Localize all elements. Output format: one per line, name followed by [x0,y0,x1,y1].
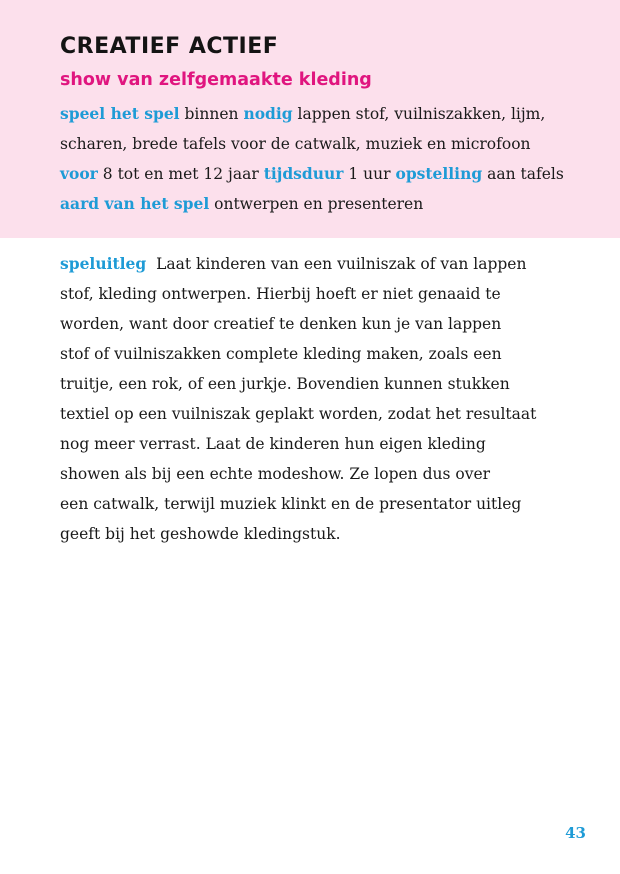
explanation-text: Laat kinderen van een vuilniszak of van lappen [146,255,527,273]
explanation-line: worden, want door creatief te denken kun je van lappen [60,315,502,333]
explanation-line [60,253,560,283]
explanation-line: textiel op een vuilniszak geplakt worden, zodat het resultaat [60,405,537,423]
page-subtitle: show van zelfgemaakte kleding [60,70,372,90]
explanation-line: een catwalk, terwijl muziek klinkt en de presentator uitleg [60,495,522,513]
value-aard-van-het-spel: ontwerpen en presenteren [209,195,424,213]
explanation-line: nog meer verrast. Laat de kinderen hun eigen kleding [60,435,486,453]
label-aard-van-het-spel: aard van het spel [60,194,210,213]
meta-line-age-duration [60,164,564,184]
value-speel-het-spel: binnen [179,105,244,123]
explanation-line: geeft bij het geshowde kledingstuk. [60,525,341,543]
meta-line-play [60,104,545,124]
value-nodig: lappen stof, vuilniszakken, lijm, [292,105,546,123]
explanation-line: stof of vuilniszakken complete kleding maken, zoals een [60,345,502,363]
label-speluitleg: speluitleg [60,254,147,273]
explanation-line: showen als bij een echte modeshow. Ze lopen dus over [60,465,491,483]
game-explanation [60,253,560,553]
label-nodig: nodig [243,104,293,123]
value-tijdsduur: 1 uur [343,165,396,183]
label-tijdsduur: tijdsduur [263,164,344,183]
page-number: 43 [565,824,586,842]
page-title: CREATIEF ACTIEF [60,34,279,59]
explanation-line: stof, kleding ontwerpen. Hierbij hoeft er niet genaaid te [60,285,501,303]
label-voor: voor [60,164,98,183]
meta-line-type [60,194,423,214]
label-opstelling: opstelling [395,164,483,183]
value-nodig-continued: scharen, brede tafels voor de catwalk, muziek en microfoon [60,135,531,153]
value-voor: 8 tot en met 12 jaar [97,165,264,183]
label-speel-het-spel: speel het spel [60,104,180,123]
header-panel [0,0,620,238]
meta-line-materials [60,134,531,154]
value-opstelling: aan tafels [482,165,564,183]
explanation-line: truitje, een rok, of een jurkje. Bovendien kunnen stukken [60,375,510,393]
